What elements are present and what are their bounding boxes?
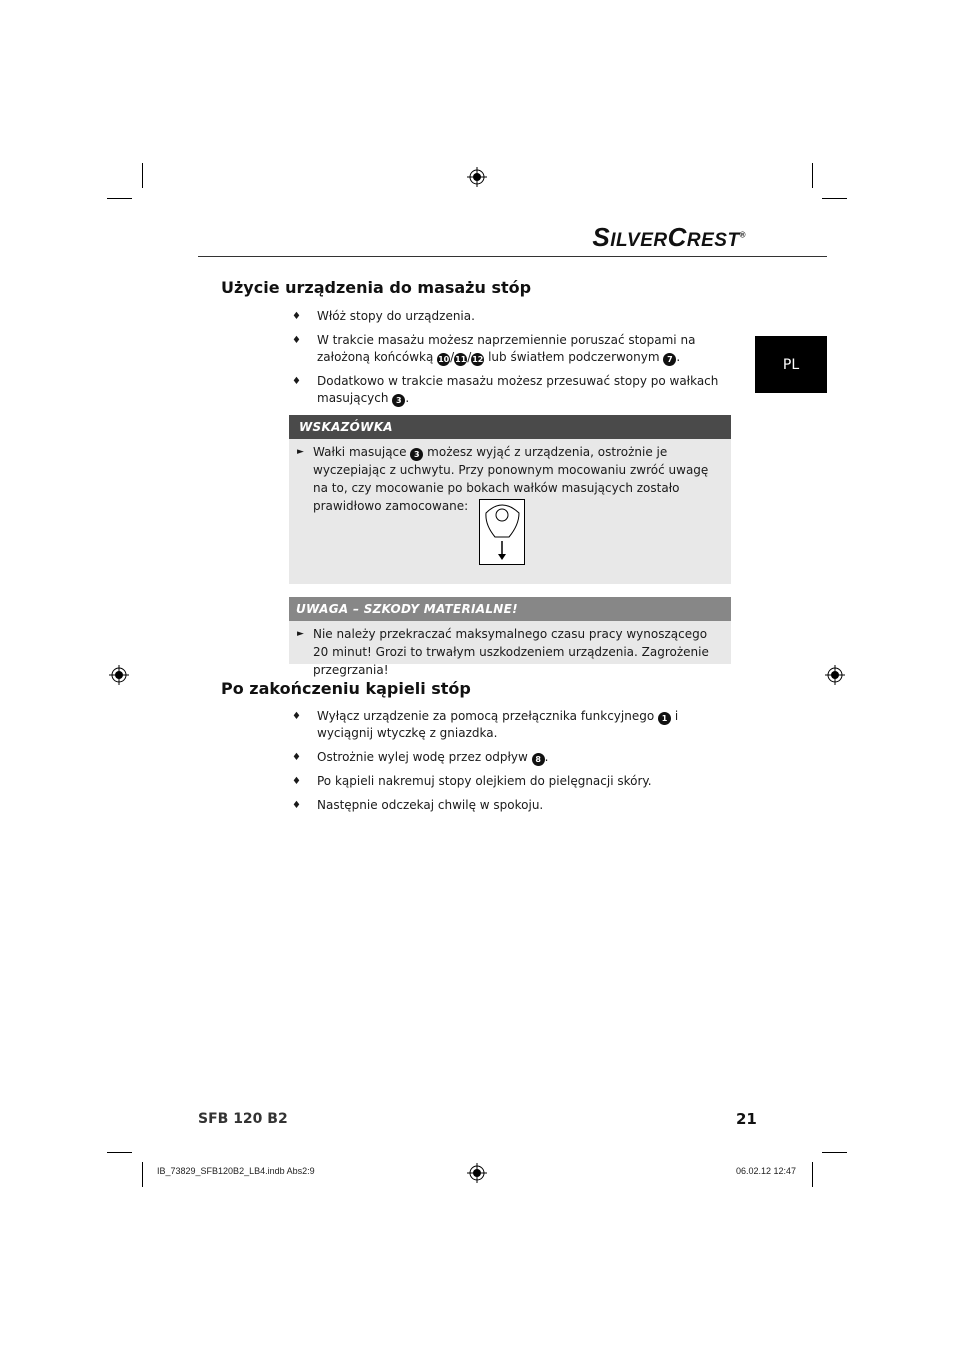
list-item-text: . (405, 391, 410, 405)
header-rule (198, 256, 827, 257)
crop-mark (812, 1162, 813, 1187)
list-item (292, 332, 732, 366)
note-header: WSKAZÓWKA (289, 415, 731, 439)
part-number-badge: 3 (410, 448, 423, 461)
list-item-text: Wyłącz urządzenie za pomocą przełącznika funkcyjnego (317, 709, 658, 723)
separator: / (450, 350, 455, 364)
brand-logo: SILVERCREST® (592, 222, 746, 252)
list-item-text: Po kąpieli nakremuj stopy olejkiem do pielęgnacji skóry. (317, 774, 652, 788)
crop-mark (822, 198, 847, 199)
list-item (292, 797, 732, 814)
bullet-list (292, 308, 732, 414)
crop-mark (822, 1152, 847, 1153)
part-number-badge: 8 (532, 753, 545, 766)
part-number-badge: 12 (472, 355, 484, 364)
registration-mark-icon (109, 665, 129, 685)
crop-mark (107, 1152, 132, 1153)
bullet-icon: ♦ (292, 311, 301, 322)
part-number-badge: 3 (392, 394, 405, 407)
section-title: Użycie urządzenia do masażu stóp (221, 278, 532, 297)
list-item (292, 708, 732, 742)
section-title: Po zakończeniu kąpieli stóp (221, 679, 471, 698)
bullet-icon: ♦ (292, 776, 301, 787)
bullet-icon: ♦ (292, 752, 301, 763)
list-item-text: Następnie odczekaj chwilę w spokoju. (317, 798, 544, 812)
list-item-text: . (544, 750, 549, 764)
note-box (289, 415, 731, 584)
list-item-text: Ostrożnie wylej wodę przez odpływ (317, 750, 532, 764)
crop-mark (812, 163, 813, 188)
bullet-icon: ♦ (292, 800, 301, 811)
language-tab-label: PL (782, 356, 800, 373)
crop-mark (142, 1162, 143, 1187)
part-number-badge: 7 (663, 353, 676, 366)
list-item-text: . (676, 350, 681, 364)
arrow-icon: ► (297, 447, 304, 457)
separator: / (467, 350, 472, 364)
arrow-icon: ► (297, 629, 304, 639)
part-number-badge: 1 (658, 712, 671, 725)
warning-box (289, 597, 731, 677)
warning-header: UWAGA – SZKODY MATERIALNE! (289, 597, 731, 621)
note-text: Wałki masujące (313, 445, 411, 459)
bullet-icon: ♦ (292, 711, 301, 722)
list-item (292, 749, 732, 766)
list-item-text: i wyciągnij wtyczkę z gniazdka. (317, 709, 679, 740)
list-item-text: lub światłem podczerwonym (484, 350, 664, 364)
page-number: 21 (736, 1110, 757, 1128)
print-slug-date: 06.02.12 12:47 (736, 1166, 797, 1176)
print-slug-file: IB_73829_SFB120B2_LB4.indb Abs2:9 (157, 1166, 315, 1176)
list-item-text: W trakcie masażu możesz naprzemiennie poruszać stopami na założoną końcówką (317, 333, 696, 364)
warning-body (289, 621, 731, 683)
list-item (292, 773, 732, 790)
part-number-badge: 11 (455, 355, 467, 364)
registration-mark-icon (825, 665, 845, 685)
roller-mount-illustration-icon (479, 499, 525, 565)
model-number: SFB 120 B2 (198, 1111, 288, 1127)
list-item (292, 373, 732, 407)
list-item (292, 308, 732, 325)
part-number-badge: 10 (438, 355, 450, 364)
registration-mark-icon (467, 167, 487, 187)
bullet-icon: ♦ (292, 376, 301, 387)
language-tab (755, 336, 827, 393)
crop-mark (142, 163, 143, 188)
registration-mark-icon (467, 1163, 487, 1183)
crop-mark (107, 198, 132, 199)
warning-text: Nie należy przekraczać maksymalnego czasu pracy wynoszącego 20 minut! Grozi to trwałym uszkodzeniem urządzenia. Zagrożenie przegrzania! (313, 627, 709, 677)
note-text: możesz wyjąć z urządzenia, ostrożnie je wyczepiając z uchwytu. Przy ponownym mocowaniu zwróć uwagę na to, czy mocowanie po bokach wałków masujących zostało prawidłowo zamocowane: (313, 445, 709, 513)
bullet-icon: ♦ (292, 335, 301, 346)
list-item-text: Dodatkowo w trakcie masażu możesz przesuwać stopy po wałkach masujących (317, 374, 719, 405)
list-item-text: Włóż stopy do urządzenia. (317, 309, 475, 323)
bullet-list (292, 708, 732, 821)
